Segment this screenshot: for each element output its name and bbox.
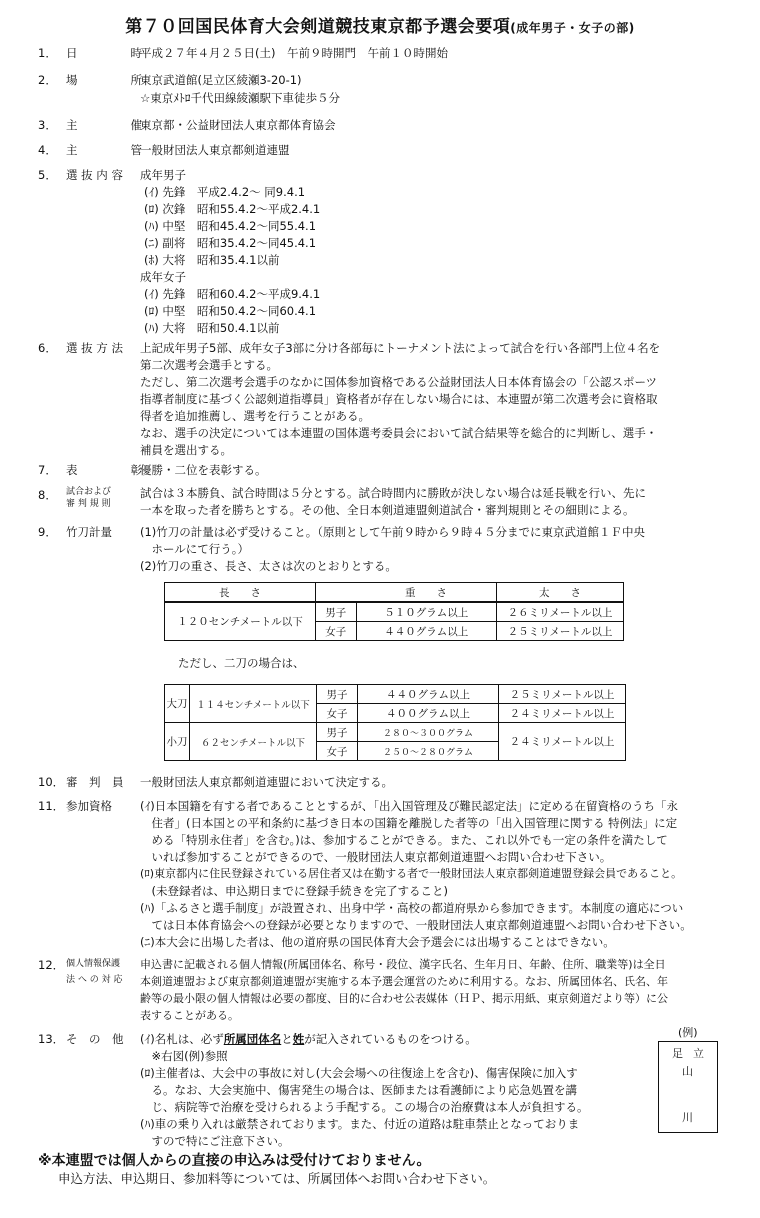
section-10-number: 10． (38, 775, 65, 789)
section-6-line: 第二次選考会選手とする。 (140, 358, 278, 372)
example-label: (例) (678, 1026, 698, 1039)
section-11-line: (ﾛ)東京都内に住民登録されている居住者又は在勤する者で一般財団法人東京都剣道連盟登録会員であること。 (140, 867, 683, 880)
section-4-label: 主 管 (66, 143, 142, 157)
section-11-line: (ﾊ)「ふるさと選手制度」が設置され、出身中学・高校の都道府県から参加できます。本制度の適応につい (140, 901, 684, 915)
section-6-line: 指導者制度に基づく公認剣道指導員」資格者が存在しない場合には、本連盟が第二次選考会に資格取 (140, 392, 658, 406)
section-13-line: (ｲ)名札は、必ず所属団体名と姓が記入されているものをつける。 (140, 1032, 477, 1046)
sex-cell: 女子 (317, 704, 358, 723)
section-12-label: 個人情報保護 法 へ の 対 応 (66, 959, 123, 985)
section-11-line: 住者」(日本国との平和条約に基づき日本の国籍を離脱した者等の「出入国管理に関する 特例法」に定 (140, 816, 678, 830)
daito-label: 大刀 (165, 685, 190, 723)
section-9-label: 竹刀計量 (66, 525, 112, 539)
thickness-cell: ２５ミリメートル以上 (497, 622, 624, 641)
section-1-line: 平成２７年４月２５日(土) 午前９時開門 午前１０時開始 (140, 46, 448, 60)
section-5-line: 成年男子 (140, 168, 186, 182)
table-row (165, 685, 626, 704)
section-6-line: 補員を選出する。 (140, 443, 232, 457)
nito-note: ただし、二刀の場合は、 (178, 656, 305, 670)
section-4-number: 4． (38, 143, 57, 157)
thickness-cell: ２４ミリメートル以上 (499, 723, 626, 761)
section-6-line: なお、選手の決定については本連盟の国体選考委員会において試合結果等を総合的に判断し、選手・ (140, 426, 658, 440)
section-13-line: すので特にご注意下さい。 (140, 1134, 290, 1148)
sex-cell: 男子 (316, 602, 357, 622)
section-11-line: める「特別永住者」を含む。)は、参加することができる。また、これ以外でも一定の条件を満たして (140, 833, 668, 847)
section-13-line: (ﾊ)車の乗り入れは厳禁されております。また、付近の道路は駐車禁止となっておりま (140, 1117, 580, 1131)
section-5-line: (ｲ) 先鋒 平成2.4.2～ 同9.4.1 (144, 185, 306, 199)
sex-cell: 女子 (316, 622, 357, 641)
section-13-line: ※右図(例)参照 (140, 1049, 228, 1063)
section-11-label: 参加資格 (66, 799, 112, 813)
section-13-number: 13． (38, 1032, 65, 1046)
section-5-line: (ﾛ) 中堅 昭和50.4.2～同60.4.1 (144, 304, 317, 318)
stamp-char: 川 (682, 1111, 693, 1124)
section-6-number: 6． (38, 341, 57, 355)
section-5-line: (ﾛ) 次鋒 昭和55.4.2～平成2.4.1 (144, 202, 321, 216)
section-11-line: (ﾆ)本大会に出場した者は、他の道府県の国民体育大会予選会には出場することはできない。 (140, 935, 615, 949)
section-8-label: 試合および 審 判 規 則 (66, 487, 112, 509)
section-10-label: 審 判 員 (66, 775, 124, 789)
table-header-row (165, 583, 624, 603)
section-9-line: ホールにて行う。） (140, 542, 250, 556)
section-5-line: (ﾊ) 大将 昭和50.4.1以前 (144, 321, 280, 335)
name-tag-example (658, 1041, 718, 1133)
section-5-line: (ｲ) 先鋒 昭和60.4.2～平成9.4.1 (144, 287, 321, 301)
section-5-label: 選 抜 内 容 (66, 168, 123, 182)
section-12-line: 申込書に記載される個人情報(所属団体名、称号・段位、漢字氏名、生年月日、年齢、住所、職業等)は全日 (140, 958, 666, 971)
section-9-number: 9． (38, 525, 57, 539)
header-weight: 重 さ (356, 583, 497, 603)
table-row (165, 723, 626, 742)
section-2-line: ☆東京ﾒﾄﾛ千代田線綾瀬駅下車徒歩５分 (140, 91, 341, 105)
section-2-label: 場 所 (66, 73, 142, 87)
page-title (0, 12, 760, 37)
section-11-number: 11． (38, 799, 65, 813)
header-length: 長 さ (165, 583, 316, 603)
weight-cell: ２５０～２８０グラム (358, 742, 499, 761)
section-9-line: (1)竹刀の計量は必ず受けること。（原則として午前９時から９時４５分までに東京武道館１Ｆ中央 (140, 525, 646, 539)
section-8-number: 8． (38, 488, 57, 502)
weight-cell: ２８０～３００グラム (358, 723, 499, 742)
thickness-cell: ２６ミリメートル以上 (497, 602, 624, 622)
thickness-cell: ２５ミリメートル以上 (499, 685, 626, 704)
section-7-line: 優勝・二位を表彰する。 (140, 463, 267, 477)
sex-cell: 男子 (317, 723, 358, 742)
section-1-label: 日 時 (66, 46, 142, 60)
section-11-line: (ｲ)日本国籍を有する者であることとするが、「出入国管理及び難民認定法」に定める在留資格のうち「永 (140, 799, 678, 813)
section-9-line: (2)竹刀の重さ、長さ、太さは次のとおりとする。 (140, 559, 397, 573)
section-11-line: いれば参加することができるので、一般財団法人東京都剣道連盟へお問い合わせ下さい。 (140, 850, 612, 864)
section-10-line: 一般財団法人東京都剣道連盟において決定する。 (140, 775, 393, 789)
weight-cell: ４４０グラム以上 (356, 622, 497, 641)
table-row (165, 602, 624, 622)
section-3-line: 東京都・公益財団法人東京都体育協会 (140, 118, 336, 132)
footer-info: 申込方法、申込期日、参加料等については、所属団体へお問い合わせ下さい。 (58, 1171, 496, 1186)
stamp-char: 立 (693, 1047, 704, 1060)
weight-cell: ４４０グラム以上 (358, 685, 499, 704)
section-12-line: 齢等の最小限の個人情報は必要の都度、目的に合わせ公表媒体（ＨＰ、掲示用紙、東京剣道だより等）に公 (140, 992, 668, 1005)
section-1-number: 1． (38, 46, 57, 60)
shoto-length: ６２センチメートル以下 (190, 723, 317, 761)
section-12-line: 本剣道連盟および東京都剣道連盟が実施する本予選会運営のために利用する。なお、所属団体名、氏名、年 (140, 975, 668, 988)
section-4-line: 一般財団法人東京都剣道連盟 (140, 143, 290, 157)
section-12-line: 表することがある。 (140, 1009, 239, 1022)
section-7-label: 表 彰 (66, 463, 142, 477)
weight-cell: ４００グラム以上 (358, 704, 499, 723)
weight-cell: ５１０グラム以上 (356, 602, 497, 622)
stamp-char: 山 (682, 1065, 693, 1078)
section-5-line: (ﾎ) 大将 昭和35.4.1以前 (144, 253, 280, 267)
sex-cell: 女子 (317, 742, 358, 761)
title-main: 第７０回国民体育大会剣道競技東京都予選会要項 (125, 17, 511, 37)
section-5-line: 成年女子 (140, 270, 186, 284)
footer-warning: ※本連盟では個人からの直接の申込みは受付けておりません。 (38, 1153, 431, 1169)
section-12-number: 12． (38, 958, 65, 972)
section-8-line: 一本を取った者を勝ちとする。その他、全日本剣道連盟剣道試合・審判規則とその細則による。 (140, 503, 635, 517)
section-3-label: 主 催 (66, 118, 142, 132)
section-6-line: ただし、第二次選考会選手のなかに国体参加資格である公益財団法人日本体育協会の「公認スポーツ (140, 375, 658, 389)
section-6-label: 選 抜 方 法 (66, 341, 123, 355)
section-8-line: 試合は３本勝負、試合時間は５分とする。試合時間内に勝敗が決しない場合は延長戦を行い、先に (140, 486, 646, 500)
daito-length: １１４センチメートル以下 (190, 685, 317, 723)
nito-table (164, 684, 626, 761)
section-2-number: 2． (38, 73, 57, 87)
section-7-number: 7． (38, 463, 57, 477)
stamp-char: 足 (672, 1047, 683, 1060)
section-13-line: じ、病院等で治療を受けられるよう手配する。この場合の治療費は本人が負担する。 (140, 1100, 589, 1114)
sex-cell: 男子 (317, 685, 358, 704)
section-13-line: (ﾛ)主催者は、大会中の事故に対し(大会会場への往復途上を含む)、傷害保険に加入す (140, 1066, 578, 1080)
title-sub: (成年男子・女子の部) (510, 21, 635, 35)
thickness-cell: ２４ミリメートル以上 (499, 704, 626, 723)
section-5-line: (ﾆ) 副将 昭和35.4.2～同45.4.1 (144, 236, 317, 250)
section-6-line: 得者を追加推薦し、選考を行うことがある。 (140, 409, 370, 423)
shoto-label: 小刀 (165, 723, 190, 761)
section-11-line: (未登録者は、申込期日までに登録手続きを完了すること) (140, 884, 448, 898)
section-3-number: 3． (38, 118, 57, 132)
section-2-line: 東京武道館(足立区綾瀬3-20-1) (140, 73, 302, 87)
length-value: １２０センチメートル以下 (165, 602, 316, 641)
section-5-line: (ﾊ) 中堅 昭和45.4.2～同55.4.1 (144, 219, 317, 233)
section-11-line: ては日本体育協会への登録が必要となりますので、一般財団法人東京都剣道連盟へお問い合わせ下さい。 (140, 918, 692, 932)
section-6-line: 上記成年男子5部、成年女子3部に分け各部毎にトーナメント法によって試合を行い各部門上位４名を (140, 341, 661, 355)
section-13-line: る。なお、大会実施中、傷害発生の場合は、医師または看護師により応急処置を講 (140, 1083, 577, 1097)
section-5-number: 5． (38, 168, 57, 182)
header-thickness: 太 さ (497, 583, 624, 603)
section-13-label: そ の 他 (66, 1032, 124, 1046)
shinai-table (164, 582, 624, 641)
